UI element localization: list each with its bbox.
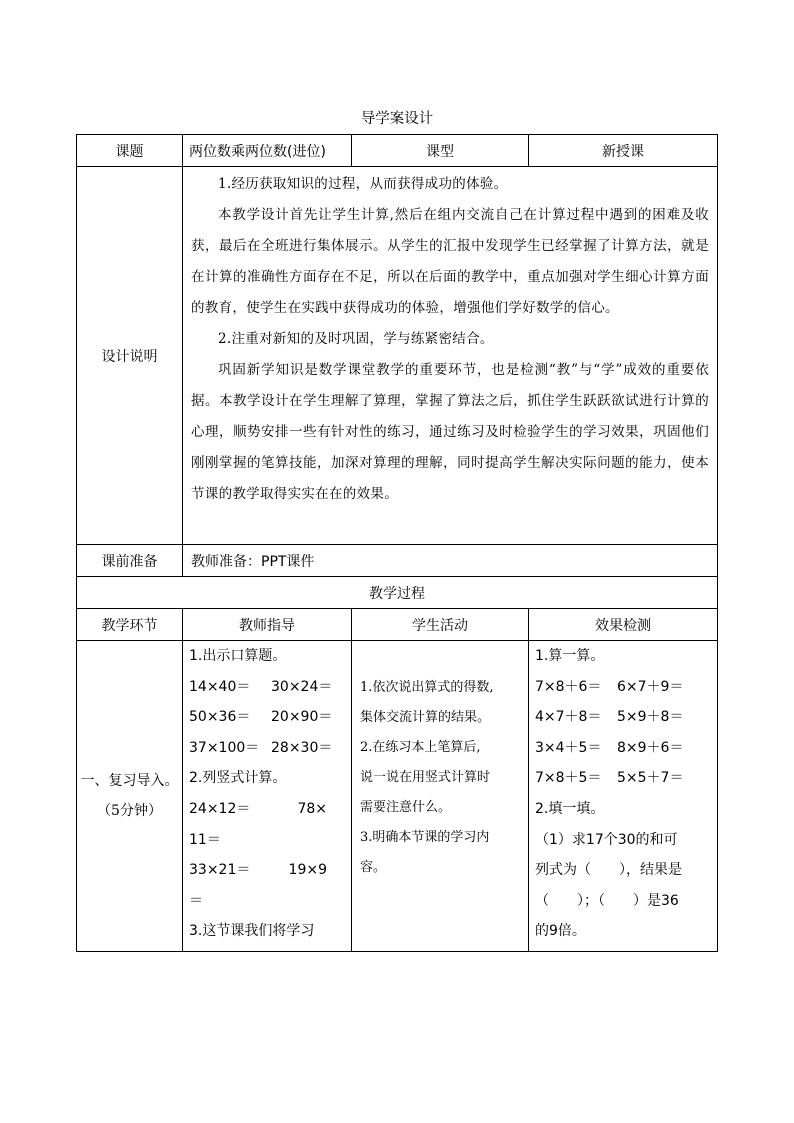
design-label: 设计说明 [77, 167, 183, 545]
prep-value: 教师准备：PPT课件 [183, 545, 718, 577]
expr: 30×24＝ [271, 678, 333, 695]
prep-label: 课前准备 [77, 545, 183, 577]
topic-row [77, 135, 718, 167]
expr: 28×30＝ [271, 739, 333, 756]
design-paragraph-4: 巩固新学知识是数学课堂教学的重要环节，也是检测“教”与“学”成效的重要依据。本教学设计在学生理解了算理，掌握了算法之后，抓住学生跃跃欲试进行计算的心理，顺势安排一些有针对性的练习，通过练习及时检验学生的学习效果，巩固他们刚刚掌握的笔算技能，加深对算理的理解，同时提高学生解决实际问题的能力，使本节课的教学取得实实在在的效果。 [191, 362, 709, 502]
teacher-line: 1.出示口算题。 [189, 648, 287, 664]
expr: 20×90＝ [271, 709, 333, 726]
effect-calc-row [535, 733, 711, 764]
teacher-vertical-row [189, 794, 345, 825]
teacher-mental-row [189, 733, 345, 764]
topic-value: 两位数乘两位数(进位) [183, 135, 352, 167]
column-header-effect: 效果检测 [529, 609, 718, 641]
column-header-stage: 教学环节 [77, 609, 183, 641]
student-line: 说一说在用竖式计算时 [360, 770, 491, 785]
stage-duration: （5分钟） [97, 803, 162, 819]
prep-row [77, 545, 718, 577]
topic-label: 课题 [77, 135, 183, 167]
effect-line: 2.填一填。 [535, 800, 605, 817]
expr: 3×4＋5＝ [535, 739, 602, 756]
stage-title: 一、复习导入。 [80, 773, 179, 789]
stage-cell [77, 641, 183, 952]
process-column-headers [77, 609, 718, 641]
expr: 37×100＝ [189, 739, 260, 756]
design-paragraph-1: 1.经历获取知识的过程，从而获得成功的体验。 [218, 176, 508, 192]
effect-calc-row [535, 672, 711, 703]
expr: 24×12＝ [189, 800, 251, 817]
effect-line: 的9倍。 [535, 923, 586, 940]
design-paragraph-2: 本教学设计首先让学生计算,然后在组内交流自己在计算过程中遇到的困难及收获，最后在全班进行集体展示。从学生的汇报中发现学生已经掌握了计算方法，就是在计算的准确性方面存在不足，所以在后面的教学中，重点加强对学生细心计算方面的教育，使学生在实践中获得成功的体验，增强他们学好数学的信心。 [191, 207, 709, 316]
effect-calc-row [535, 702, 711, 733]
lesson-type-label: 课型 [352, 135, 529, 167]
teacher-guidance-cell [183, 641, 352, 952]
expr: 50×36＝ [189, 709, 251, 726]
student-activity-cell [352, 641, 529, 952]
student-line: 2.在练习本上笔算后, [360, 740, 481, 755]
student-line: 集体交流计算的结果。 [360, 710, 491, 725]
teacher-mental-row [189, 702, 345, 733]
teacher-line: 3.这节课我们将学习 [189, 923, 315, 940]
process-heading: 教学过程 [77, 577, 718, 609]
expr: 78× [297, 800, 327, 817]
expr: 14×40＝ [189, 678, 251, 695]
student-line: 3.明确本节课的学习内 [360, 830, 490, 845]
effect-line: 列式为（ ），结果是 [535, 862, 682, 879]
student-line: 1.依次说出算式的得数, [360, 680, 494, 695]
process-heading-row [77, 577, 718, 609]
student-line: 需要注意什么。 [360, 800, 452, 815]
design-row [77, 167, 718, 545]
teacher-vertical-row [189, 855, 345, 886]
expr: 8×9＋6＝ [617, 739, 684, 756]
teacher-mental-row [189, 672, 345, 703]
column-header-student: 学生活动 [352, 609, 529, 641]
expr: 19×9 [288, 862, 327, 879]
lesson-type-value: 新授课 [529, 135, 718, 167]
expr: 5×5＋7＝ [617, 770, 684, 787]
effect-calc-row [535, 763, 711, 794]
effect-line: （1）求17个30的和可 [535, 831, 678, 848]
effect-line: （ ）；（ ）是36 [535, 892, 679, 909]
expr: 7×8＋5＝ [535, 770, 602, 787]
student-line: 容。 [360, 860, 387, 875]
expr: 4×7＋8＝ [535, 709, 602, 726]
teacher-line: 2.列竖式计算。 [189, 770, 287, 787]
teacher-line: 11＝ [189, 831, 221, 848]
expr: 5×9＋8＝ [617, 709, 684, 726]
teacher-line: ＝ [189, 892, 203, 909]
expr: 33×21＝ [189, 862, 251, 879]
document-title: 导学案设计 [360, 111, 434, 127]
effect-line: 1.算一算。 [535, 648, 605, 664]
section-review-row [77, 641, 718, 952]
effect-check-cell [529, 641, 718, 952]
expr: 7×8＋6＝ [535, 678, 602, 695]
expr: 6×7＋9＝ [617, 678, 684, 695]
column-header-teacher: 教师指导 [183, 609, 352, 641]
lesson-plan-table [76, 134, 718, 952]
design-paragraph-3: 2.注重对新知的及时巩固，学与练紧密结合。 [218, 331, 494, 347]
design-description [183, 167, 718, 545]
